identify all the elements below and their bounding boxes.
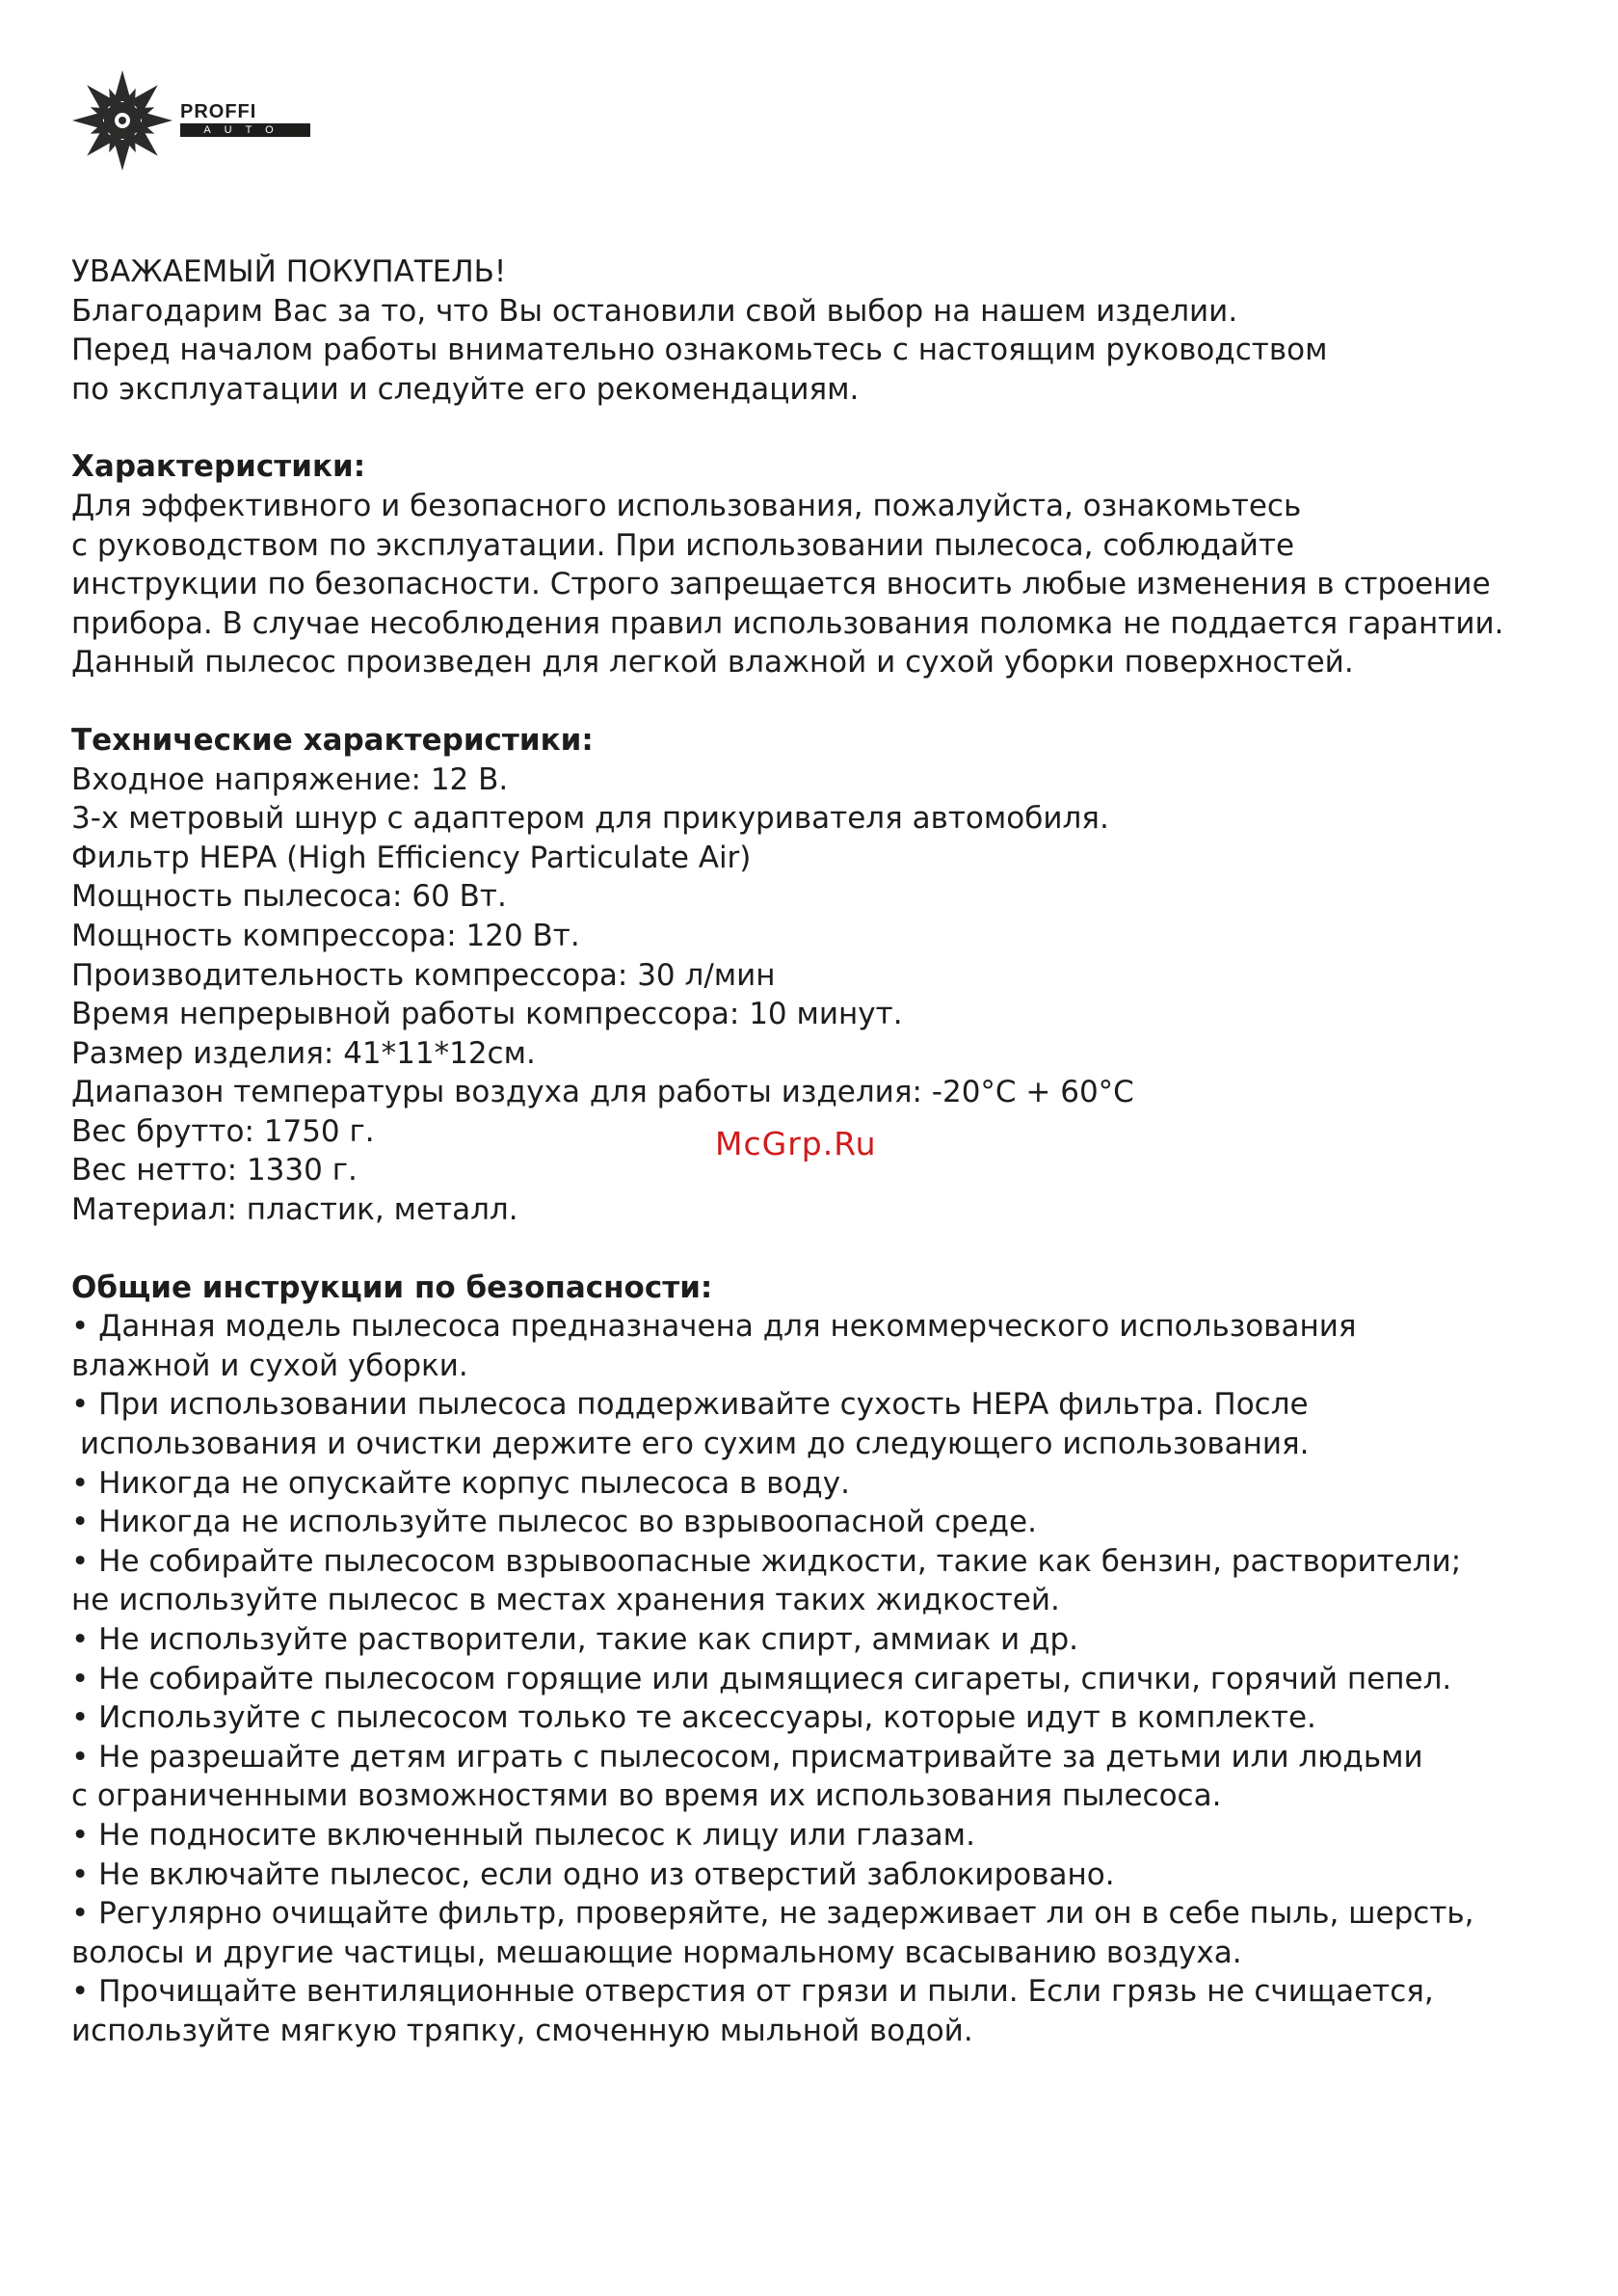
spec-size: Размер изделия: 41*11*12см.	[71, 1035, 536, 1071]
characteristics-line: Данный пылесос произведен для легкой влажной и сухой уборки поверхностей.	[71, 645, 1354, 681]
safety-line: влажной и сухой уборки.	[71, 1348, 468, 1383]
safety-line: • Данная модель пылесоса предназначена для некоммерческого использования	[71, 1309, 1357, 1345]
spec-cord: 3-х метровый шнур с адаптером для прикуривателя автомобиля.	[71, 801, 1109, 837]
safety-line: • Не разрешайте детям играть с пылесосом, присматривайте за детьми или людьми	[71, 1739, 1423, 1775]
safety-line: волосы и другие частицы, мешающие нормальному всасыванию воздуха.	[71, 1935, 1242, 1970]
watermark: McGrp.Ru	[715, 1125, 877, 1162]
characteristics-line: с руководством по эксплуатации. При использовании пылесоса, соблюдайте	[71, 527, 1295, 563]
spec-gross-weight: Вес брутто: 1750 г.	[71, 1113, 375, 1149]
spec-compressor-power: Мощность компрессора: 120 Вт.	[71, 918, 580, 953]
greeting-line: Благодарим Вас за то, что Вы остановили свой выбор на нашем изделии.	[71, 293, 1238, 329]
brand-name: PROFFI	[180, 101, 257, 122]
safety-line: • Используйте с пылесосом только те аксессуары, которые идут в комплекте.	[71, 1700, 1316, 1736]
safety-line: • Не собирайте пылесосом горящие или дымящиеся сигареты, спички, горячий пепел.	[71, 1661, 1452, 1696]
spec-net-weight: Вес нетто: 1330 г.	[71, 1153, 358, 1188]
greeting-title: УВАЖАЕМЫЙ ПОКУПАТЕЛЬ!	[71, 254, 507, 289]
safety-line: • Не включайте пылесос, если одно из отверстий заблокировано.	[71, 1856, 1115, 1892]
greeting-line: по эксплуатации и следуйте его рекомендациям.	[71, 371, 860, 407]
spec-voltage: Входное напряжение: 12 В.	[71, 761, 509, 797]
safety-line: • При использовании пылесоса поддерживайте сухость HEPA фильтра. После	[71, 1387, 1309, 1423]
safety-line: • Не подносите включенный пылесос к лицу или глазам.	[71, 1817, 975, 1853]
flower-logo-icon	[69, 67, 175, 174]
spec-filter: Фильтр HEPA (High Efficiency Particulate Air)	[71, 840, 752, 875]
safety-line: использования и очистки держите его сухим до следующего использования.	[80, 1427, 1310, 1462]
safety-line: используйте мягкую тряпку, смоченную мыльной водой.	[71, 2013, 973, 2048]
safety-line: • Регулярно очищайте фильтр, проверяйте, не задерживает ли он в себе пыль, шерсть,	[71, 1896, 1474, 1932]
greeting-line: Перед началом работы внимательно ознакомьтесь с настоящим руководством	[71, 333, 1328, 368]
safety-line: • Никогда не используйте пылесос во взрывоопасной среде.	[71, 1505, 1037, 1540]
safety-line: с ограниченными возможностями во время их использования пылесоса.	[71, 1778, 1222, 1814]
characteristics-heading: Характеристики:	[71, 449, 366, 485]
characteristics-line: инструкции по безопасности. Строго запрещается вносить любые изменения в строение	[71, 567, 1491, 602]
safety-line: • Не используйте растворители, такие как спирт, аммиак и др.	[71, 1622, 1078, 1657]
safety-line: не используйте пылесос в местах хранения таких жидкостей.	[71, 1583, 1060, 1618]
characteristics-line: прибора. В случае несоблюдения правил использования поломка не поддается гарантии.	[71, 605, 1504, 641]
spec-vacuum-power: Мощность пылесоса: 60 Вт.	[71, 879, 507, 915]
proffi-auto-logo	[69, 67, 320, 174]
brand-subtitle: AUTO	[180, 123, 310, 137]
tech-specs-heading: Технические характеристики:	[71, 722, 594, 758]
characteristics-line: Для эффективного и безопасного использования, пожалуйста, ознакомьтесь	[71, 488, 1302, 523]
safety-line: • Прочищайте вентиляционные отверстия от грязи и пыли. Если грязь не счищается,	[71, 1974, 1434, 2010]
spec-temperature: Диапазон температуры воздуха для работы изделия: -20°С + 60°С	[71, 1075, 1134, 1110]
safety-line: • Не собирайте пылесосом взрывоопасные жидкости, такие как бензин, растворители;	[71, 1543, 1462, 1579]
spec-compressor-rate: Производительность компрессора: 30 л/мин	[71, 957, 776, 993]
spec-runtime: Время непрерывной работы компрессора: 10 минут.	[71, 997, 903, 1032]
safety-line: • Никогда не опускайте корпус пылесоса в воду.	[71, 1465, 850, 1501]
safety-heading: Общие инструкции по безопасности:	[71, 1269, 713, 1305]
spec-material: Материал: пластик, металл.	[71, 1192, 518, 1228]
